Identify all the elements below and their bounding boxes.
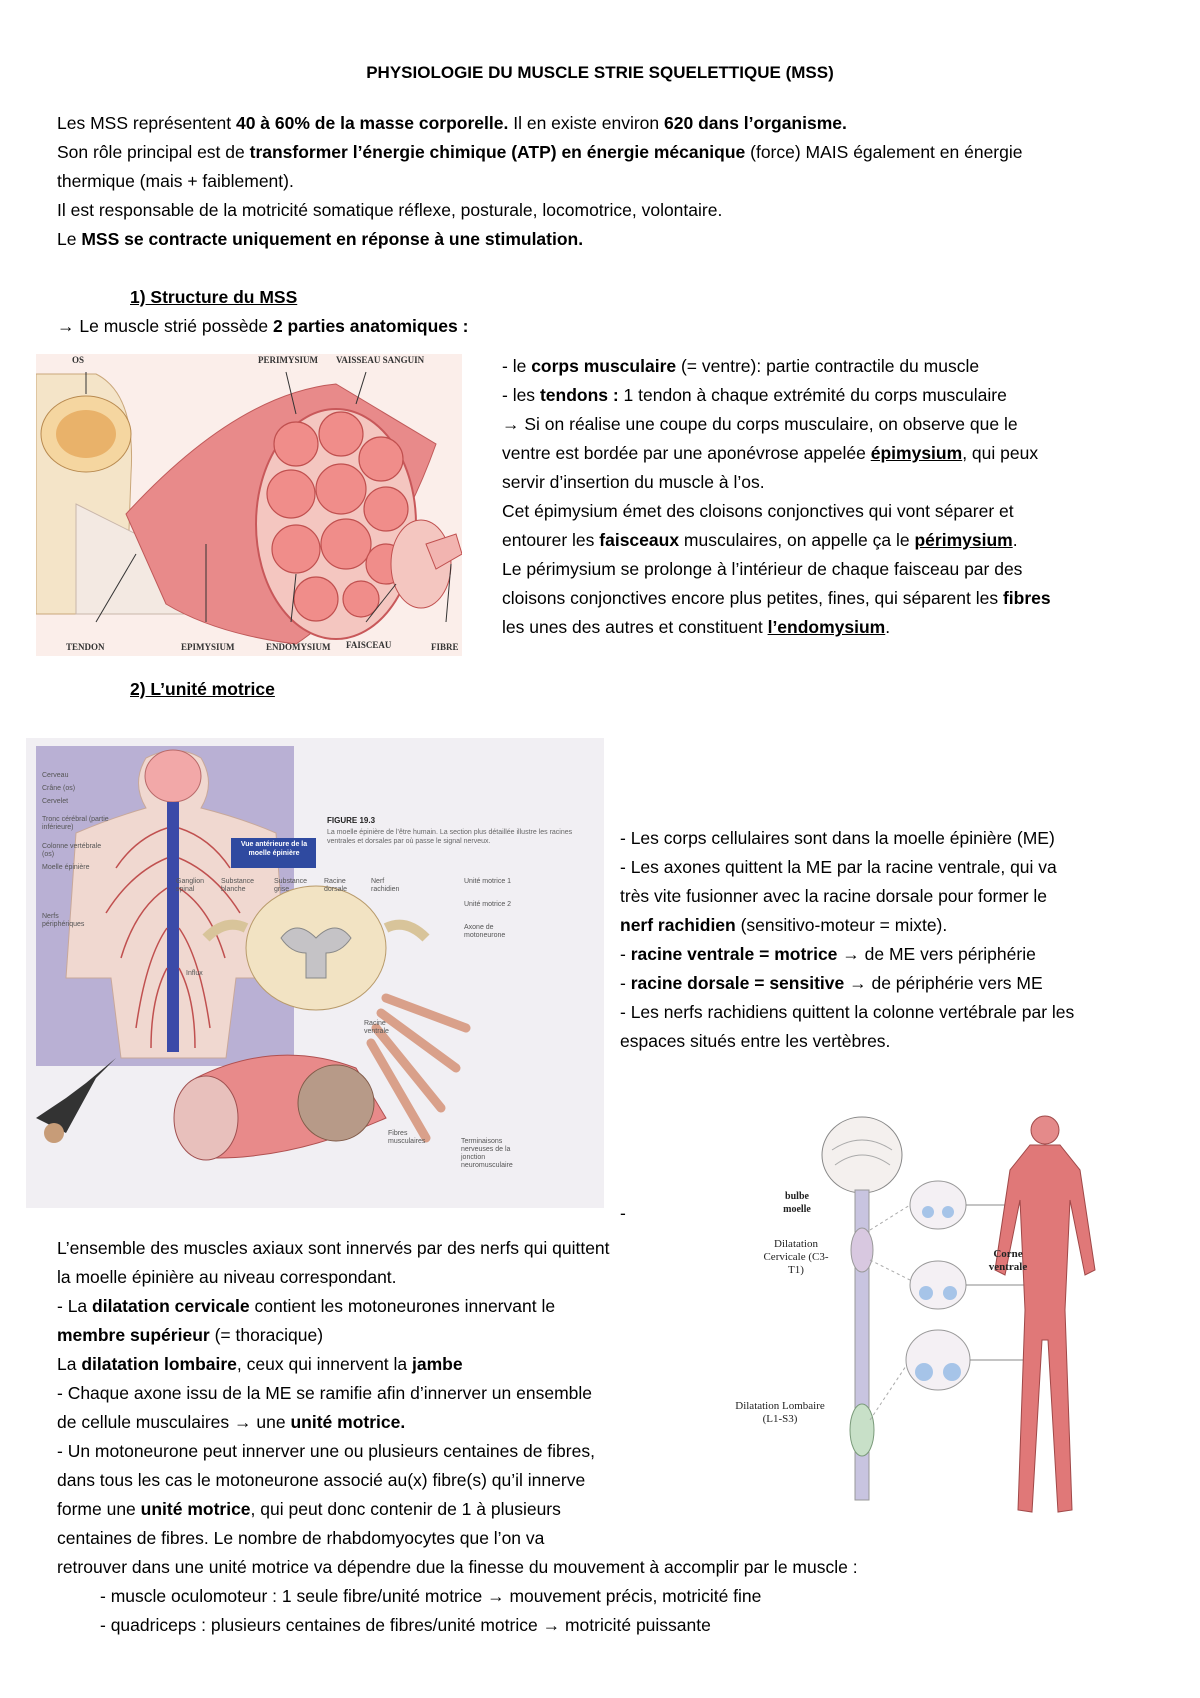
fig1-top-label-1: Ganglion spinal <box>176 878 205 893</box>
s1-line-8: Le périmysium se prolonge à l’intérieur de chaque faisceau par des <box>502 559 1023 579</box>
s2-right-line-6: - racine dorsale = sensitive → de périphérie vers ME <box>620 973 1043 993</box>
fig1-top-label-5: Nerf rachidien <box>371 878 400 893</box>
s2-left-line-8: - Un motoneurone peut innerver une ou plusieurs centaines de fibres, <box>57 1441 595 1461</box>
fig1-side-label-3: Cervelet <box>42 798 69 805</box>
s1-line-9: cloisons conjonctives encore plus petites, fines, qui séparent les fibres <box>502 588 1051 608</box>
figure-caption: La moelle épinière de l’être humain. La section plus détaillée illustre les racines ventrales et dorsales par où passe le signal nerveux. <box>327 829 573 845</box>
fig1-bottom-label-4: Terminaisons nerveuses de la jonction neuromusculaire <box>461 1138 513 1169</box>
stray-dash: - <box>620 1203 626 1223</box>
s2-left-line-9: dans tous les cas le motoneurone associé au(x) fibre(s) qu’il innerve <box>57 1470 586 1490</box>
label-tendon: TENDON <box>66 642 105 652</box>
intro-line-1: Les MSS représentent 40 à 60% de la masse corporelle. Il en existe environ 620 dans l’organisme. <box>57 113 847 133</box>
s2-left-line-6: - Chaque axone issu de la ME se ramifie afin d’innerver un ensemble <box>57 1383 593 1403</box>
fig1-side-label-2: Crâne (os) <box>42 785 76 792</box>
s2-left-line-11: centaines de fibres. Le nombre de rhabdomyocytes que l’on va <box>57 1528 545 1548</box>
s1-line-10: les unes des autres et constituent l’endomysium. <box>502 617 891 637</box>
section-1-subtitle: → Le muscle strié possède 2 parties anatomiques : <box>57 316 469 336</box>
s2-left-line-2: la moelle épinière au niveau correspondant. <box>57 1267 397 1287</box>
innervation-figure <box>720 1110 1100 1540</box>
s1-line-3: → Si on réalise une coupe du corps musculaire, on observe que le <box>502 414 1018 434</box>
s2-left-line-1: L’ensemble des muscles axiaux sont innervés par des nerfs qui quittent <box>57 1238 610 1258</box>
fig1-side-label-4: Tronc cérébral (partie inférieure) <box>42 816 109 831</box>
intro-line-4: Il est responsable de la motricité somatique réflexe, posturale, locomotrice, volontaire. <box>57 200 723 220</box>
label-epimysium: EPIMYSIUM <box>181 642 235 652</box>
label-dilatation-cervicale: Dilatation Cervicale (C3-T1) <box>763 1238 829 1276</box>
fig1-top-label-3: Substance grise <box>274 878 308 893</box>
muscle-structure-illustration <box>36 354 462 656</box>
label-dilatation-lombaire: Dilatation Lombaire (L1-S3) <box>735 1400 825 1425</box>
s2-right-line-3: très vite fusionner avec la racine dorsale pour former le <box>620 886 1048 906</box>
s2-left-line-12: retrouver dans une unité motrice va dépendre due la finesse du mouvement à accomplir par le muscle : <box>57 1557 858 1577</box>
s1-line-2: - les tendons : 1 tendon à chaque extrémité du corps musculaire <box>502 385 1007 405</box>
label-bulbe: bulbe moelle <box>783 1191 811 1215</box>
fig1-side-label-6: Moelle épinière <box>42 864 90 871</box>
fig1-side-label-7: Nerfs périphériques <box>42 913 85 928</box>
muscle-structure-figure <box>36 354 462 656</box>
figure-box-label: Vue antérieure de la moelle épinière <box>240 841 308 857</box>
s2-right-line-5: - racine ventrale = motrice → de ME vers périphérie <box>620 944 1036 964</box>
label-fibre: FIBRE <box>431 642 459 652</box>
label-os: OS <box>72 355 85 365</box>
fig1-top-label-4: Racine dorsale <box>324 878 347 893</box>
s1-line-1: - le corps musculaire (= ventre): partie contractile du muscle <box>502 356 980 376</box>
s2-left-line-5: La dilatation lombaire, ceux qui innervent la jambe <box>57 1354 463 1374</box>
motor-unit-figure <box>26 738 604 1208</box>
s2-right-line-7: - Les nerfs rachidiens quittent la colonne vertébrale par les <box>620 1002 1075 1022</box>
s2-right-line-4: nerf rachidien (sensitivo-moteur = mixte). <box>620 915 948 935</box>
s2-right-line-1: - Les corps cellulaires sont dans la moelle épinière (ME) <box>620 828 1055 848</box>
s1-line-4: ventre est bordée par une aponévrose appelée épimysium, qui peux <box>502 443 1039 463</box>
section-1-heading: 1) Structure du MSS <box>130 287 298 307</box>
page-title: PHYSIOLOGIE DU MUSCLE STRIE SQUELETTIQUE (MSS) <box>366 63 834 82</box>
label-endomysium: ENDOMYSIUM <box>266 642 331 652</box>
fig1-top-label-2: Substance blanche <box>221 878 255 893</box>
s1-line-6: Cet épimysium émet des cloisons conjonctives qui vont séparer et <box>502 501 1014 521</box>
label-perimysium: PERIMYSIUM <box>258 355 318 365</box>
s2-left-line-4: membre supérieur (= thoracique) <box>57 1325 324 1345</box>
s1-line-5: servir d’insertion du muscle à l’os. <box>502 472 765 492</box>
fig1-bottom-label-3: Fibres musculaires <box>388 1130 426 1145</box>
s1-line-7: entourer les faisceaux musculaires, on appelle ça le périmysium. <box>502 530 1018 550</box>
figure-title: FIGURE 19.3 <box>327 816 376 825</box>
s2-right-line-2: - Les axones quittent la ME par la racine ventrale, qui va <box>620 857 1057 877</box>
s2-left-line-14: - quadriceps : plusieurs centaines de fibres/unité motrice → motricité puissante <box>100 1615 711 1635</box>
intro-line-2: Son rôle principal est de transformer l’énergie chimique (ATP) en énergie mécanique (force) MAIS également en énergie <box>57 142 1023 162</box>
s2-left-line-13: - muscle oculomoteur : 1 seule fibre/unité motrice → mouvement précis, motricité fine <box>100 1586 762 1606</box>
fig1-bottom-label-2: Racine ventrale <box>364 1020 389 1035</box>
section-2-heading: 2) L’unité motrice <box>130 679 275 699</box>
s2-left-line-10: forme une unité motrice, qui peut donc contenir de 1 à plusieurs <box>57 1499 561 1519</box>
fig1-right-label-3: Axone de motoneurone <box>464 924 506 939</box>
label-corne-ventrale: Corne ventrale <box>988 1248 1028 1273</box>
fig1-right-label-1: Unité motrice 1 <box>464 878 512 885</box>
s2-right-line-8: espaces situés entre les vertèbres. <box>620 1031 891 1051</box>
innervation-illustration <box>720 1110 1100 1540</box>
intro-line-5: Le MSS se contracte uniquement en réponse à une stimulation. <box>57 229 584 249</box>
label-vaisseau: VAISSEAU SANGUIN <box>336 355 425 365</box>
s2-left-line-3: - La dilatation cervicale contient les motoneurones innervant le <box>57 1296 556 1316</box>
fig1-bottom-label-1: Influx <box>186 970 203 977</box>
intro-line-3: thermique (mais + faiblement). <box>57 171 294 191</box>
s2-left-line-7: de cellule musculaires → une unité motrice. <box>57 1412 406 1432</box>
fig1-right-label-2: Unité motrice 2 <box>464 901 512 908</box>
fig1-side-label-1: Cerveau <box>42 772 69 779</box>
fig1-side-label-5: Colonne vertébrale (os) <box>42 843 102 858</box>
label-faisceau: FAISCEAU <box>346 640 392 650</box>
